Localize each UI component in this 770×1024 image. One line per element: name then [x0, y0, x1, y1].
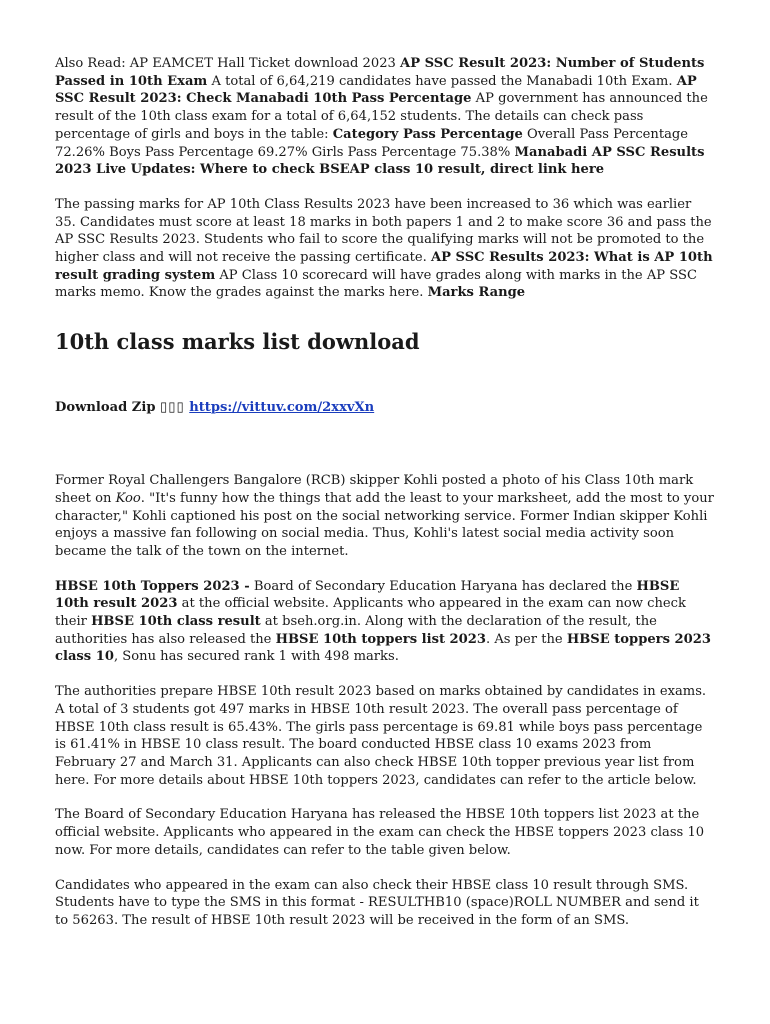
text-run: The passing marks for AP 10th Class Results 2023 have been increased to 36 which was earlier 35. Candidates must score at least 18 marks in both papers 1 and 2 to make score 36 and pass the AP SSC Results 2023. Students who fail to score the qualifying marks will not be promoted to the higher class and will not receive the passing certificate.	[55, 196, 712, 266]
bold-hbse-class-result: HBSE 10th class result	[91, 614, 261, 630]
paragraph-sms: Candidates who appeared in the exam can also check their HBSE class 10 result through SMS. Students have to type the SMS in this format - RESULTHB10 (space)ROLL NUMBER and send it to 56263. The result of HBSE 10th result 2023 will be received in the form of an SMS.	[55, 877, 699, 928]
paragraph-ap-ssc-results	[55, 55, 714, 179]
bold-heading-pass-percentage: AP SSC Result 2023: Check Manabadi 10th Pass Percentage	[55, 73, 697, 107]
text-run: . As per the	[486, 631, 567, 647]
bold-heading-grading-system: AP SSC Results 2023: What is AP 10th result grading system	[55, 250, 713, 283]
box-glyphs: ▯▯▯	[160, 400, 185, 416]
text-run: Overall Pass Percentage 72.26% Boys Pass Percentage 69.27% Girls Pass Percentage 75.38%	[55, 126, 689, 160]
text-run: Former Royal Challengers Bangalore (RCB) skipper Kohli posted a photo of his Class 10th mark sheet on	[55, 473, 694, 506]
bold-toppers-class-10: HBSE toppers 2023 class 10	[55, 631, 711, 665]
bold-hbse-result: HBSE 10th result 2023	[55, 578, 680, 612]
bold-hbse-toppers: HBSE 10th Toppers 2023 -	[55, 578, 250, 594]
text-run: at bseh.org.in. Along with the declaration of the result, the authorities has also released the	[55, 614, 657, 647]
paragraph-authorities: The authorities prepare HBSE 10th result 2023 based on marks obtained by candidates in exams. A total of 3 students got 497 marks in HBSE 10th result 2023. The overall pass percentage of HBSE 10th class result is 65.43%. The girls pass percentage is 69.81 while boys pass percentage is 61.41% in HBSE 10 class result. The board conducted HBSE class 10 exams 2023 from February 27 and March 31. Applicants can also check HBSE 10th topper previous year list from here. For more details about HBSE 10th toppers 2023, candidates can refer to the article below.	[55, 684, 707, 788]
bold-heading-live-updates: Manabadi AP SSC Results 2023 Live Updates: Where to check BSEAP class 10 result, direct link here	[55, 144, 705, 178]
text-run: , Sonu has secured rank 1 with 498 marks.	[113, 649, 399, 665]
paragraph-board-release: The Board of Secondary Education Haryana has released the HBSE 10th toppers list 2023 at the official website. Applicants who appeared in the exam can check the HBSE toppers 2023 class 10 now. For more details, candidates can refer to the table given below.	[55, 807, 705, 858]
download-line	[55, 399, 714, 417]
text-run: Board of Secondary Education Haryana has declared the	[249, 578, 637, 594]
paragraph-passing-marks	[55, 196, 714, 302]
bold-heading-students-passed: AP SSC Result 2023: Number of Students Passed in 10th Exam	[55, 56, 705, 89]
bold-table-header: Category Pass Percentage	[332, 126, 523, 142]
text-run: Also Read: AP EAMCET Hall Ticket download 2023	[55, 56, 401, 71]
text-run: A total of 6,64,219 candidates have passed the Manabadi 10th Exam.	[207, 73, 677, 89]
paragraph-hbse-toppers	[55, 578, 714, 667]
download-label: Download Zip	[55, 400, 156, 416]
download-link[interactable]: https://vittuv.com/2xxvXn	[189, 400, 375, 416]
bold-toppers-list: HBSE 10th toppers list 2023	[275, 631, 486, 647]
text-run: AP government has announced the result of the 10th class exam for a total of 6,64,152 students. The details can check pass percentage of girls and boys in the table:	[55, 91, 708, 142]
bold-marks-range: Marks Range	[427, 285, 526, 301]
text-run: at the official website. Applicants who appeared in the exam can now check their	[55, 596, 686, 630]
text-run: AP Class 10 scorecard will have grades along with marks in the AP SSC marks memo. Know the grades against the marks here.	[55, 267, 697, 301]
text-run: . "It's funny how the things that add the least to your marksheet, add the most to your character," Kohli captioned his post on the social networking service. Former Indian skipper Kohli enjoys a massive fan following on social media. Thus, Kohli's latest social media activity soon became the talk of the town on the internet.	[55, 490, 714, 559]
page-title: 10th class marks list download	[55, 329, 420, 355]
paragraph-kohli	[55, 472, 714, 561]
italic-koo: Koo	[115, 490, 141, 506]
